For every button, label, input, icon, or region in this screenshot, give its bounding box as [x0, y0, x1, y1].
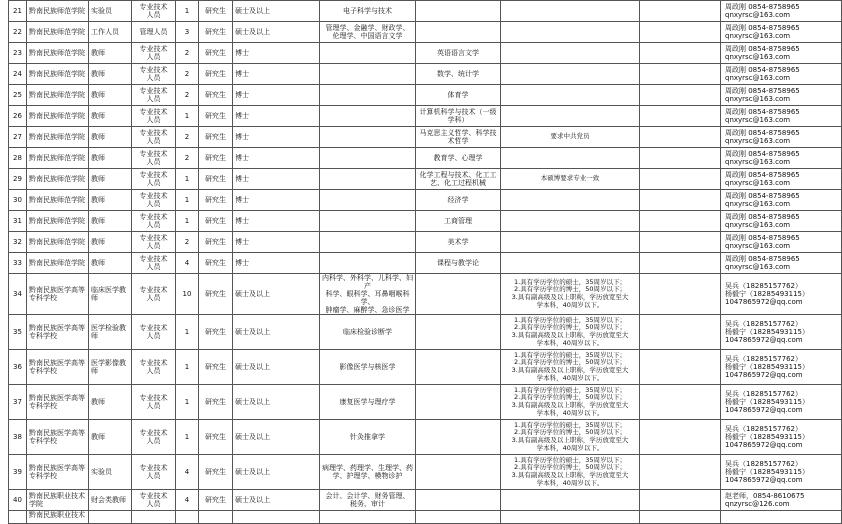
education-requirement: 研究生 — [199, 253, 233, 274]
row-number: 32 — [9, 232, 27, 253]
blank-cell — [640, 511, 721, 524]
hiring-count: 2 — [176, 148, 199, 169]
contact-info: 吴兵（18285157762） 杨毅宁（18285493115） 1047865972@qq.com — [721, 455, 842, 490]
education-requirement — [199, 511, 233, 524]
doctoral-major — [416, 420, 501, 455]
hiring-count — [176, 511, 199, 524]
employer-name: 黔南民族医学高等 专科学校 — [27, 420, 89, 455]
row-number: 39 — [9, 455, 27, 490]
blank-cell — [640, 43, 721, 64]
education-requirement: 研究生 — [199, 420, 233, 455]
blank-cell — [640, 315, 721, 350]
blank-cell — [640, 127, 721, 148]
row-number: 40 — [9, 490, 27, 511]
education-requirement: 研究生 — [199, 148, 233, 169]
doctoral-major — [416, 490, 501, 511]
contact-info: 周政刚 0854-8758965 qnxyrsc@163.com — [721, 127, 842, 148]
degree-requirement: 博士 — [233, 169, 320, 190]
post-name: 教师 — [89, 85, 132, 106]
blank-cell — [640, 211, 721, 232]
table-row — [9, 315, 842, 350]
contact-info: 周政刚 0854-8758965 qnxyrsc@163.com — [721, 64, 842, 85]
hiring-count: 1 — [176, 1, 199, 22]
post-name: 医学检验教 师 — [89, 315, 132, 350]
table-row — [9, 490, 842, 511]
post-category — [132, 511, 176, 524]
education-requirement: 研究生 — [199, 64, 233, 85]
contact-info: 周政刚 0854-8758965 qnxyrsc@163.com — [721, 190, 842, 211]
degree-requirement: 硕士及以上 — [233, 350, 320, 385]
employer-name: 黔南民族医学高等 专科学校 — [27, 274, 89, 315]
master-major — [320, 253, 416, 274]
table-row — [9, 1, 842, 22]
other-requirements — [501, 85, 640, 106]
education-requirement: 研究生 — [199, 490, 233, 511]
other-requirements — [501, 253, 640, 274]
blank-cell — [640, 190, 721, 211]
post-category: 专业技术 人员 — [132, 211, 176, 232]
master-major — [320, 232, 416, 253]
post-name: 教师 — [89, 190, 132, 211]
blank-cell — [640, 274, 721, 315]
employer-name: 黔南民族师范学院 — [27, 169, 89, 190]
other-requirements — [501, 22, 640, 43]
blank-cell — [640, 490, 721, 511]
row-number: 37 — [9, 385, 27, 420]
degree-requirement: 博士 — [233, 148, 320, 169]
employer-name: 黔南民族师范学院 — [27, 190, 89, 211]
employer-name: 黔南民族医学高等 专科学校 — [27, 350, 89, 385]
blank-cell — [640, 85, 721, 106]
master-major — [320, 106, 416, 127]
degree-requirement: 硕士及以上 — [233, 22, 320, 43]
blank-cell — [640, 64, 721, 85]
post-name — [89, 511, 132, 524]
other-requirements — [501, 232, 640, 253]
hiring-count: 1 — [176, 190, 199, 211]
master-major — [320, 43, 416, 64]
doctoral-major: 马克思主义哲学、科学技 术哲学 — [416, 127, 501, 148]
education-requirement: 研究生 — [199, 350, 233, 385]
employer-name: 黔南民族师范学院 — [27, 232, 89, 253]
post-name: 医学影像教 师 — [89, 350, 132, 385]
hiring-count: 1 — [176, 106, 199, 127]
doctoral-major — [416, 455, 501, 490]
degree-requirement: 博士 — [233, 211, 320, 232]
other-requirements — [501, 148, 640, 169]
post-name: 教师 — [89, 385, 132, 420]
employer-name: 黔南民族师范学院 — [27, 22, 89, 43]
master-major: 管理学、金融学、财政学、 伦理学、中国语言文学 — [320, 22, 416, 43]
employer-name: 黔南民族师范学院 — [27, 211, 89, 232]
hiring-count: 1 — [176, 420, 199, 455]
degree-requirement: 博士 — [233, 43, 320, 64]
table-row — [9, 211, 842, 232]
post-name: 教师 — [89, 232, 132, 253]
post-category: 专业技术 人员 — [132, 350, 176, 385]
hiring-count: 1 — [176, 385, 199, 420]
employer-name: 黔南民族师范学院 — [27, 1, 89, 22]
master-major: 病理学、药理学、生理学、药 学、护理学、模物诊护 — [320, 455, 416, 490]
post-category: 专业技术 人员 — [132, 148, 176, 169]
post-category: 专业技术 人员 — [132, 43, 176, 64]
recruitment-table — [8, 0, 842, 524]
post-name: 教师 — [89, 43, 132, 64]
row-number: 38 — [9, 420, 27, 455]
table-row — [9, 190, 842, 211]
table-row — [9, 385, 842, 420]
table-row — [9, 420, 842, 455]
degree-requirement: 硕士及以上 — [233, 1, 320, 22]
contact-info: 吴兵（18285157762） 杨毅宁（18285493115） 1047865972@qq.com — [721, 315, 842, 350]
other-requirements: 1.具有学历学位的硕士，35周岁以下； 2.具有学历学位的博士，50周岁以下； 3.具有副高级及以上职称，学历放宽至大 学本科，40周岁以下。 — [501, 385, 640, 420]
doctoral-major: 数学、统计学 — [416, 64, 501, 85]
post-category: 专业技术 人员 — [132, 1, 176, 22]
hiring-count: 2 — [176, 127, 199, 148]
other-requirements: 1.具有学历学位的硕士，35周岁以下； 2.具有学历学位的博士，50周岁以下； 3.具有副高级及以上职称，学历放宽至大 学本科，40周岁以下。 — [501, 350, 640, 385]
post-category: 专业技术 人员 — [132, 169, 176, 190]
doctoral-major — [416, 1, 501, 22]
table-row — [9, 148, 842, 169]
contact-info: 吴兵（18285157762） 杨毅宁（18285493115） 1047865972@qq.com — [721, 350, 842, 385]
other-requirements — [501, 1, 640, 22]
post-name: 财会类教师 — [89, 490, 132, 511]
blank-cell — [640, 420, 721, 455]
post-name: 教师 — [89, 169, 132, 190]
doctoral-major: 工商管理 — [416, 211, 501, 232]
post-name: 教师 — [89, 253, 132, 274]
employer-name: 黔南民族职业技术 学院 — [27, 490, 89, 511]
post-name: 教师 — [89, 106, 132, 127]
post-category: 专业技术 人员 — [132, 490, 176, 511]
contact-info: 周政刚 0854-8758965 qnxyrsc@163.com — [721, 43, 842, 64]
row-number: 34 — [9, 274, 27, 315]
other-requirements: 本硕博要求专业一致 — [501, 169, 640, 190]
master-major — [320, 148, 416, 169]
table-row — [9, 455, 842, 490]
employer-name: 黔南民族师范学院 — [27, 106, 89, 127]
blank-cell — [640, 253, 721, 274]
hiring-count: 2 — [176, 85, 199, 106]
contact-info: 周政刚 0854-8758965 qnxyrsc@163.com — [721, 106, 842, 127]
row-number: 35 — [9, 315, 27, 350]
degree-requirement: 硕士及以上 — [233, 274, 320, 315]
table-row — [9, 85, 842, 106]
blank-cell — [640, 1, 721, 22]
master-major: 内科学、外科学、儿科学、妇产 科学、眼科学、耳鼻咽喉科学、 肿瘤学、麻醉学、急诊医学 — [320, 274, 416, 315]
education-requirement: 研究生 — [199, 190, 233, 211]
master-major: 针灸推拿学 — [320, 420, 416, 455]
post-category: 专业技术 人员 — [132, 385, 176, 420]
post-name: 教师 — [89, 420, 132, 455]
employer-name: 黔南民族师范学院 — [27, 64, 89, 85]
row-number: 21 — [9, 1, 27, 22]
doctoral-major — [416, 350, 501, 385]
row-number: 33 — [9, 253, 27, 274]
hiring-count: 1 — [176, 350, 199, 385]
table-row — [9, 106, 842, 127]
post-category: 专业技术 人员 — [132, 420, 176, 455]
post-name: 实验员 — [89, 455, 132, 490]
education-requirement: 研究生 — [199, 127, 233, 148]
other-requirements: 要求中共党员 — [501, 127, 640, 148]
blank-cell — [640, 232, 721, 253]
education-requirement: 研究生 — [199, 1, 233, 22]
doctoral-major: 体育学 — [416, 85, 501, 106]
degree-requirement: 博士 — [233, 85, 320, 106]
master-major — [320, 190, 416, 211]
blank-cell — [640, 106, 721, 127]
master-major — [320, 64, 416, 85]
master-major — [320, 85, 416, 106]
doctoral-major — [416, 511, 501, 524]
doctoral-major: 经济学 — [416, 190, 501, 211]
doctoral-major — [416, 274, 501, 315]
education-requirement: 研究生 — [199, 22, 233, 43]
table-row — [9, 169, 842, 190]
other-requirements — [501, 64, 640, 85]
contact-info: 周政刚 0854-8758965 qnxyrsc@163.com — [721, 22, 842, 43]
contact-info — [721, 511, 842, 524]
degree-requirement: 博士 — [233, 232, 320, 253]
master-major — [320, 127, 416, 148]
row-number: 23 — [9, 43, 27, 64]
education-requirement: 研究生 — [199, 211, 233, 232]
education-requirement: 研究生 — [199, 43, 233, 64]
degree-requirement: 硕士及以上 — [233, 385, 320, 420]
table-row — [9, 274, 842, 315]
degree-requirement: 博士 — [233, 106, 320, 127]
blank-cell — [640, 385, 721, 420]
contact-info: 赵老师，0854-8610675 qnzyrsc@126.com — [721, 490, 842, 511]
post-category: 专业技术 人员 — [132, 253, 176, 274]
post-name: 工作人员 — [89, 22, 132, 43]
employer-name: 黔南民族师范学院 — [27, 43, 89, 64]
post-category: 专业技术 人员 — [132, 85, 176, 106]
row-number: 24 — [9, 64, 27, 85]
hiring-count: 4 — [176, 253, 199, 274]
row-number: 25 — [9, 85, 27, 106]
blank-cell — [640, 22, 721, 43]
doctoral-major: 教育学、心理学 — [416, 148, 501, 169]
table-row — [9, 232, 842, 253]
post-category: 专业技术 人员 — [132, 232, 176, 253]
master-major — [320, 511, 416, 524]
post-category: 专业技术 人员 — [132, 127, 176, 148]
row-number: 28 — [9, 148, 27, 169]
employer-name: 黔南民族师范学院 — [27, 148, 89, 169]
other-requirements: 1.具有学历学位的硕士，35周岁以下； 2.具有学历学位的博士，50周岁以下； 3.具有副高级及以上职称，学历放宽至大 学本科，40周岁以下。 — [501, 315, 640, 350]
table-row — [9, 64, 842, 85]
blank-cell — [640, 455, 721, 490]
post-name: 教师 — [89, 64, 132, 85]
contact-info: 周政刚 0854-8758965 qnxyrsc@163.com — [721, 169, 842, 190]
education-requirement: 研究生 — [199, 385, 233, 420]
degree-requirement — [233, 511, 320, 524]
hiring-count: 1 — [176, 169, 199, 190]
blank-cell — [640, 169, 721, 190]
master-major: 电子科学与技术 — [320, 1, 416, 22]
degree-requirement: 博士 — [233, 253, 320, 274]
education-requirement: 研究生 — [199, 232, 233, 253]
table-body — [9, 1, 842, 524]
employer-name: 黔南民族医学高等 专科学校 — [27, 385, 89, 420]
row-number — [9, 511, 27, 524]
blank-cell — [640, 350, 721, 385]
row-number: 26 — [9, 106, 27, 127]
hiring-count: 3 — [176, 22, 199, 43]
degree-requirement: 博士 — [233, 190, 320, 211]
education-requirement: 研究生 — [199, 315, 233, 350]
post-name: 教师 — [89, 148, 132, 169]
other-requirements: 1.具有学历学位的硕士，35周岁以下； 2.具有学历学位的博士，50周岁以下； 3.具有副高级及以上职称，学历放宽至大 学本科，40周岁以下。 — [501, 274, 640, 315]
hiring-count: 2 — [176, 43, 199, 64]
table-row — [9, 43, 842, 64]
education-requirement: 研究生 — [199, 169, 233, 190]
hiring-count: 10 — [176, 274, 199, 315]
degree-requirement: 硕士及以上 — [233, 455, 320, 490]
other-requirements — [501, 490, 640, 511]
education-requirement: 研究生 — [199, 106, 233, 127]
table-row — [9, 127, 842, 148]
other-requirements — [501, 211, 640, 232]
other-requirements: 1.具有学历学位的硕士，35周岁以下； 2.具有学历学位的博士，50周岁以下； 3.具有副高级及以上职称，学历放宽至大 学本科，40周岁以下。 — [501, 455, 640, 490]
contact-info: 周政刚 0854-8758965 qnxyrsc@163.com — [721, 232, 842, 253]
recruitment-table-sheet — [8, 0, 841, 519]
post-category: 专业技术 人员 — [132, 64, 176, 85]
contact-info: 周政刚 0854-8758965 qnxyrsc@163.com — [721, 148, 842, 169]
master-major: 康复医学与理疗学 — [320, 385, 416, 420]
degree-requirement: 硕士及以上 — [233, 315, 320, 350]
hiring-count: 4 — [176, 490, 199, 511]
blank-cell — [640, 148, 721, 169]
other-requirements — [501, 106, 640, 127]
doctoral-major: 化学工程与技术、化工工 艺、化工过程机械 — [416, 169, 501, 190]
row-number: 29 — [9, 169, 27, 190]
table-row — [9, 22, 842, 43]
table-row — [9, 350, 842, 385]
master-major: 临床检验诊断学 — [320, 315, 416, 350]
employer-name: 黔南民族师范学院 — [27, 85, 89, 106]
contact-info: 周政刚 0854-8758965 qnxyrsc@163.com — [721, 85, 842, 106]
row-number: 27 — [9, 127, 27, 148]
contact-info: 周政刚 0854-8758965 qnxyrsc@163.com — [721, 1, 842, 22]
post-category: 专业技术 人员 — [132, 455, 176, 490]
master-major — [320, 169, 416, 190]
table-row — [9, 511, 842, 524]
post-category: 专业技术 人员 — [132, 274, 176, 315]
employer-name: 黔南民族师范学院 — [27, 127, 89, 148]
other-requirements — [501, 43, 640, 64]
hiring-count: 1 — [176, 315, 199, 350]
employer-name: 黔南民族医学高等 专科学校 — [27, 455, 89, 490]
employer-name: 黔南民族职业技术 — [27, 511, 89, 524]
post-category: 管理人员 — [132, 22, 176, 43]
contact-info: 吴兵（18285157762） 杨毅宁（18285493115） 1047865972@qq.com — [721, 385, 842, 420]
post-name: 教师 — [89, 211, 132, 232]
degree-requirement: 博士 — [233, 64, 320, 85]
education-requirement: 研究生 — [199, 274, 233, 315]
degree-requirement: 硕士及以上 — [233, 420, 320, 455]
contact-info: 周政刚 0854-8758965 qnxyrsc@163.com — [721, 253, 842, 274]
doctoral-major: 计算机科学与技术（一级 学科） — [416, 106, 501, 127]
hiring-count: 2 — [176, 232, 199, 253]
employer-name: 黔南民族医学高等 专科学校 — [27, 315, 89, 350]
post-category: 专业技术 人员 — [132, 106, 176, 127]
doctoral-major: 课程与教学论 — [416, 253, 501, 274]
table-row — [9, 253, 842, 274]
other-requirements — [501, 190, 640, 211]
employer-name: 黔南民族师范学院 — [27, 253, 89, 274]
doctoral-major — [416, 385, 501, 420]
doctoral-major: 英语语言文学 — [416, 43, 501, 64]
row-number: 22 — [9, 22, 27, 43]
degree-requirement: 硕士及以上 — [233, 490, 320, 511]
hiring-count: 4 — [176, 455, 199, 490]
row-number: 36 — [9, 350, 27, 385]
post-category: 专业技术 人员 — [132, 315, 176, 350]
education-requirement: 研究生 — [199, 85, 233, 106]
master-major — [320, 211, 416, 232]
hiring-count: 1 — [176, 211, 199, 232]
hiring-count: 2 — [176, 64, 199, 85]
other-requirements: 1.具有学历学位的硕士，35周岁以下； 2.具有学历学位的博士，50周岁以下； 3.具有副高级及以上职称，学历放宽至大 学本科，40周岁以下。 — [501, 420, 640, 455]
degree-requirement: 博士 — [233, 127, 320, 148]
row-number: 31 — [9, 211, 27, 232]
row-number: 30 — [9, 190, 27, 211]
post-name: 实验员 — [89, 1, 132, 22]
post-category: 专业技术 人员 — [132, 190, 176, 211]
doctoral-major — [416, 22, 501, 43]
contact-info: 周政刚 0854-8758965 qnxyrsc@163.com — [721, 211, 842, 232]
doctoral-major — [416, 315, 501, 350]
education-requirement: 研究生 — [199, 455, 233, 490]
other-requirements — [501, 511, 640, 524]
master-major: 会计、会计学、财务管理、 税务、审计 — [320, 490, 416, 511]
post-name: 临床医学教 师 — [89, 274, 132, 315]
contact-info: 吴兵（18285157762） 杨毅宁（18285493115） 1047865972@qq.com — [721, 274, 842, 315]
contact-info: 吴兵（18285157762） 杨毅宁（18285493115） 1047865972@qq.com — [721, 420, 842, 455]
master-major: 影像医学与核医学 — [320, 350, 416, 385]
post-name: 教师 — [89, 127, 132, 148]
doctoral-major: 美术学 — [416, 232, 501, 253]
